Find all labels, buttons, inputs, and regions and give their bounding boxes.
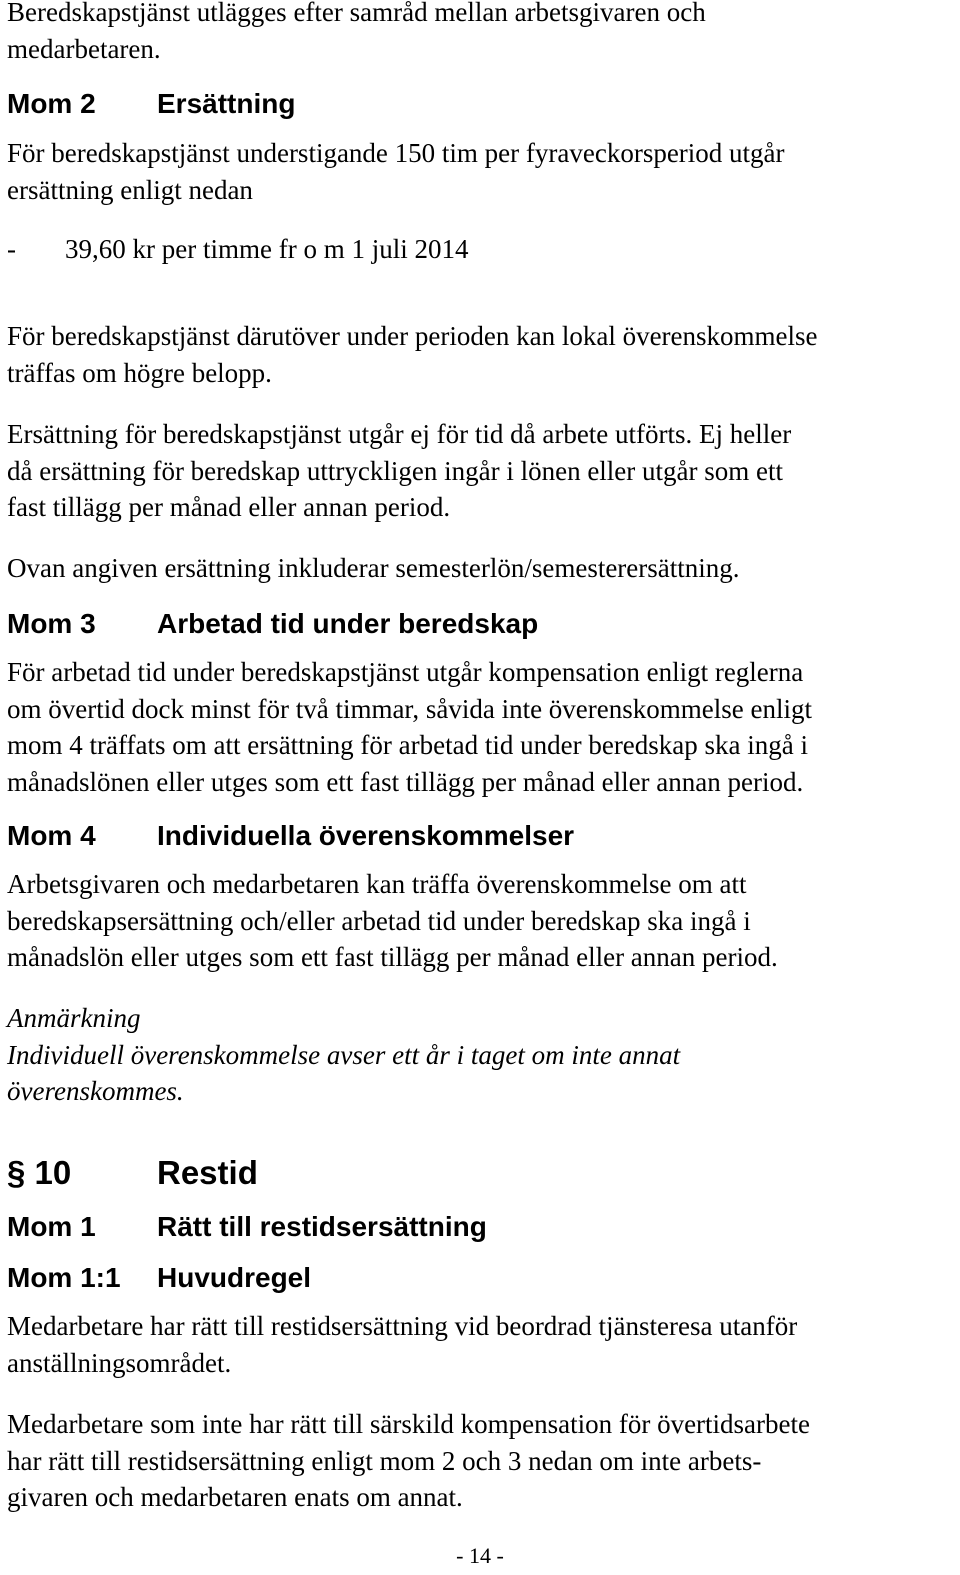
text-line: Ovan angiven ersättning inkluderar semesterlön/semesterersättning. [7, 553, 740, 583]
mom4-paragraph [7, 866, 955, 976]
text-line: mom 4 träffats om att ersättning för arbetad tid under beredskap ska ingå i [7, 730, 809, 760]
mom2-rate-bullet [7, 231, 955, 268]
mom2-paragraph-1 [7, 135, 955, 208]
s10-mom1-title: Rätt till restidsersättning [157, 1211, 487, 1242]
page-number: - 14 - [456, 1543, 504, 1568]
text-line: Arbetsgivaren och medarbetaren kan träffa överenskommelse om att [7, 869, 747, 899]
text-line: För arbetad tid under beredskapstjänst utgår kompensation enligt reglerna [7, 657, 804, 687]
text-line: givaren och medarbetaren enats om annat. [7, 1482, 463, 1512]
text-line: Medarbetare som inte har rätt till särskild kompensation för övertidsarbete [7, 1409, 810, 1439]
text-line: Individuell överenskommelse avser ett år i taget om inte annat [7, 1039, 681, 1070]
mom2-paragraph-2 [7, 318, 955, 391]
mom2-paragraph-3 [7, 416, 955, 526]
text-line: ersättning enligt nedan [7, 174, 253, 205]
text-line: månadslön eller utges som ett fast tillägg per månad eller annan period. [7, 942, 778, 972]
s10-mom11-paragraph-1 [7, 1308, 955, 1381]
mom3-heading [7, 607, 538, 641]
text-line: anställningsområdet. [7, 1347, 232, 1378]
mom4-title: Individuella överenskommelser [157, 820, 575, 851]
section-title: Restid [157, 1154, 258, 1191]
text-line: För beredskapstjänst därutöver under perioden kan lokal överenskommelse [7, 321, 818, 351]
text-line: träffas om högre belopp. [7, 357, 272, 388]
text-line: medarbetaren. [7, 33, 161, 64]
text-line: För beredskapstjänst understigande 150 tim per fyraveckorsperiod utgår [7, 138, 785, 168]
bullet-dash: - [7, 234, 16, 264]
mom4-note [7, 1000, 955, 1110]
mom2-title: Ersättning [157, 88, 296, 119]
text-line: fast tillägg per månad eller annan period. [7, 492, 451, 522]
mom2-number: Mom 2 [7, 88, 96, 119]
note-label: Anmärkning [7, 1003, 141, 1033]
bullet-text: 39,60 kr per timme fr o m 1 juli 2014 [65, 234, 469, 264]
s10-mom11-number: Mom 1:1 [7, 1262, 121, 1293]
mom4-number: Mom 4 [7, 820, 96, 851]
text-line: då ersättning för beredskap uttryckligen ingår i lönen eller utgår som ett [7, 455, 783, 486]
s10-mom11-paragraph-2 [7, 1406, 955, 1516]
mom2-heading [7, 87, 295, 121]
section-10-heading [7, 1156, 258, 1190]
s10-mom11-heading [7, 1261, 311, 1295]
mom4-heading [7, 819, 574, 853]
text-line: om övertid dock minst för två timmar, såvida inte överenskommelse enligt [7, 693, 812, 724]
s10-mom11-title: Huvudregel [157, 1262, 312, 1293]
intro-paragraph [7, 0, 955, 67]
text-line: har rätt till restidsersättning enligt mom 2 och 3 nedan om inte arbets- [7, 1445, 762, 1476]
mom3-number: Mom 3 [7, 608, 96, 639]
text-line: beredskapsersättning och/eller arbetad tid under beredskap ska ingå i [7, 905, 751, 936]
section-number: § 10 [7, 1154, 72, 1191]
s10-mom1-heading [7, 1210, 487, 1244]
s10-mom1-number: Mom 1 [7, 1211, 96, 1242]
text-line: Medarbetare har rätt till restidsersättning vid beordrad tjänsteresa utanför [7, 1311, 798, 1341]
text-line: månadslönen eller utges som ett fast tillägg per månad eller annan period. [7, 766, 804, 797]
mom2-paragraph-4 [7, 550, 955, 587]
mom3-paragraph [7, 654, 955, 800]
text-line: överenskommes. [7, 1076, 184, 1106]
text-line: Beredskapstjänst utlägges efter samråd mellan arbetsgivaren och [7, 0, 706, 27]
text-line: Ersättning för beredskapstjänst utgår ej för tid då arbete utförts. Ej heller [7, 419, 792, 449]
mom3-title: Arbetad tid under beredskap [157, 608, 539, 639]
